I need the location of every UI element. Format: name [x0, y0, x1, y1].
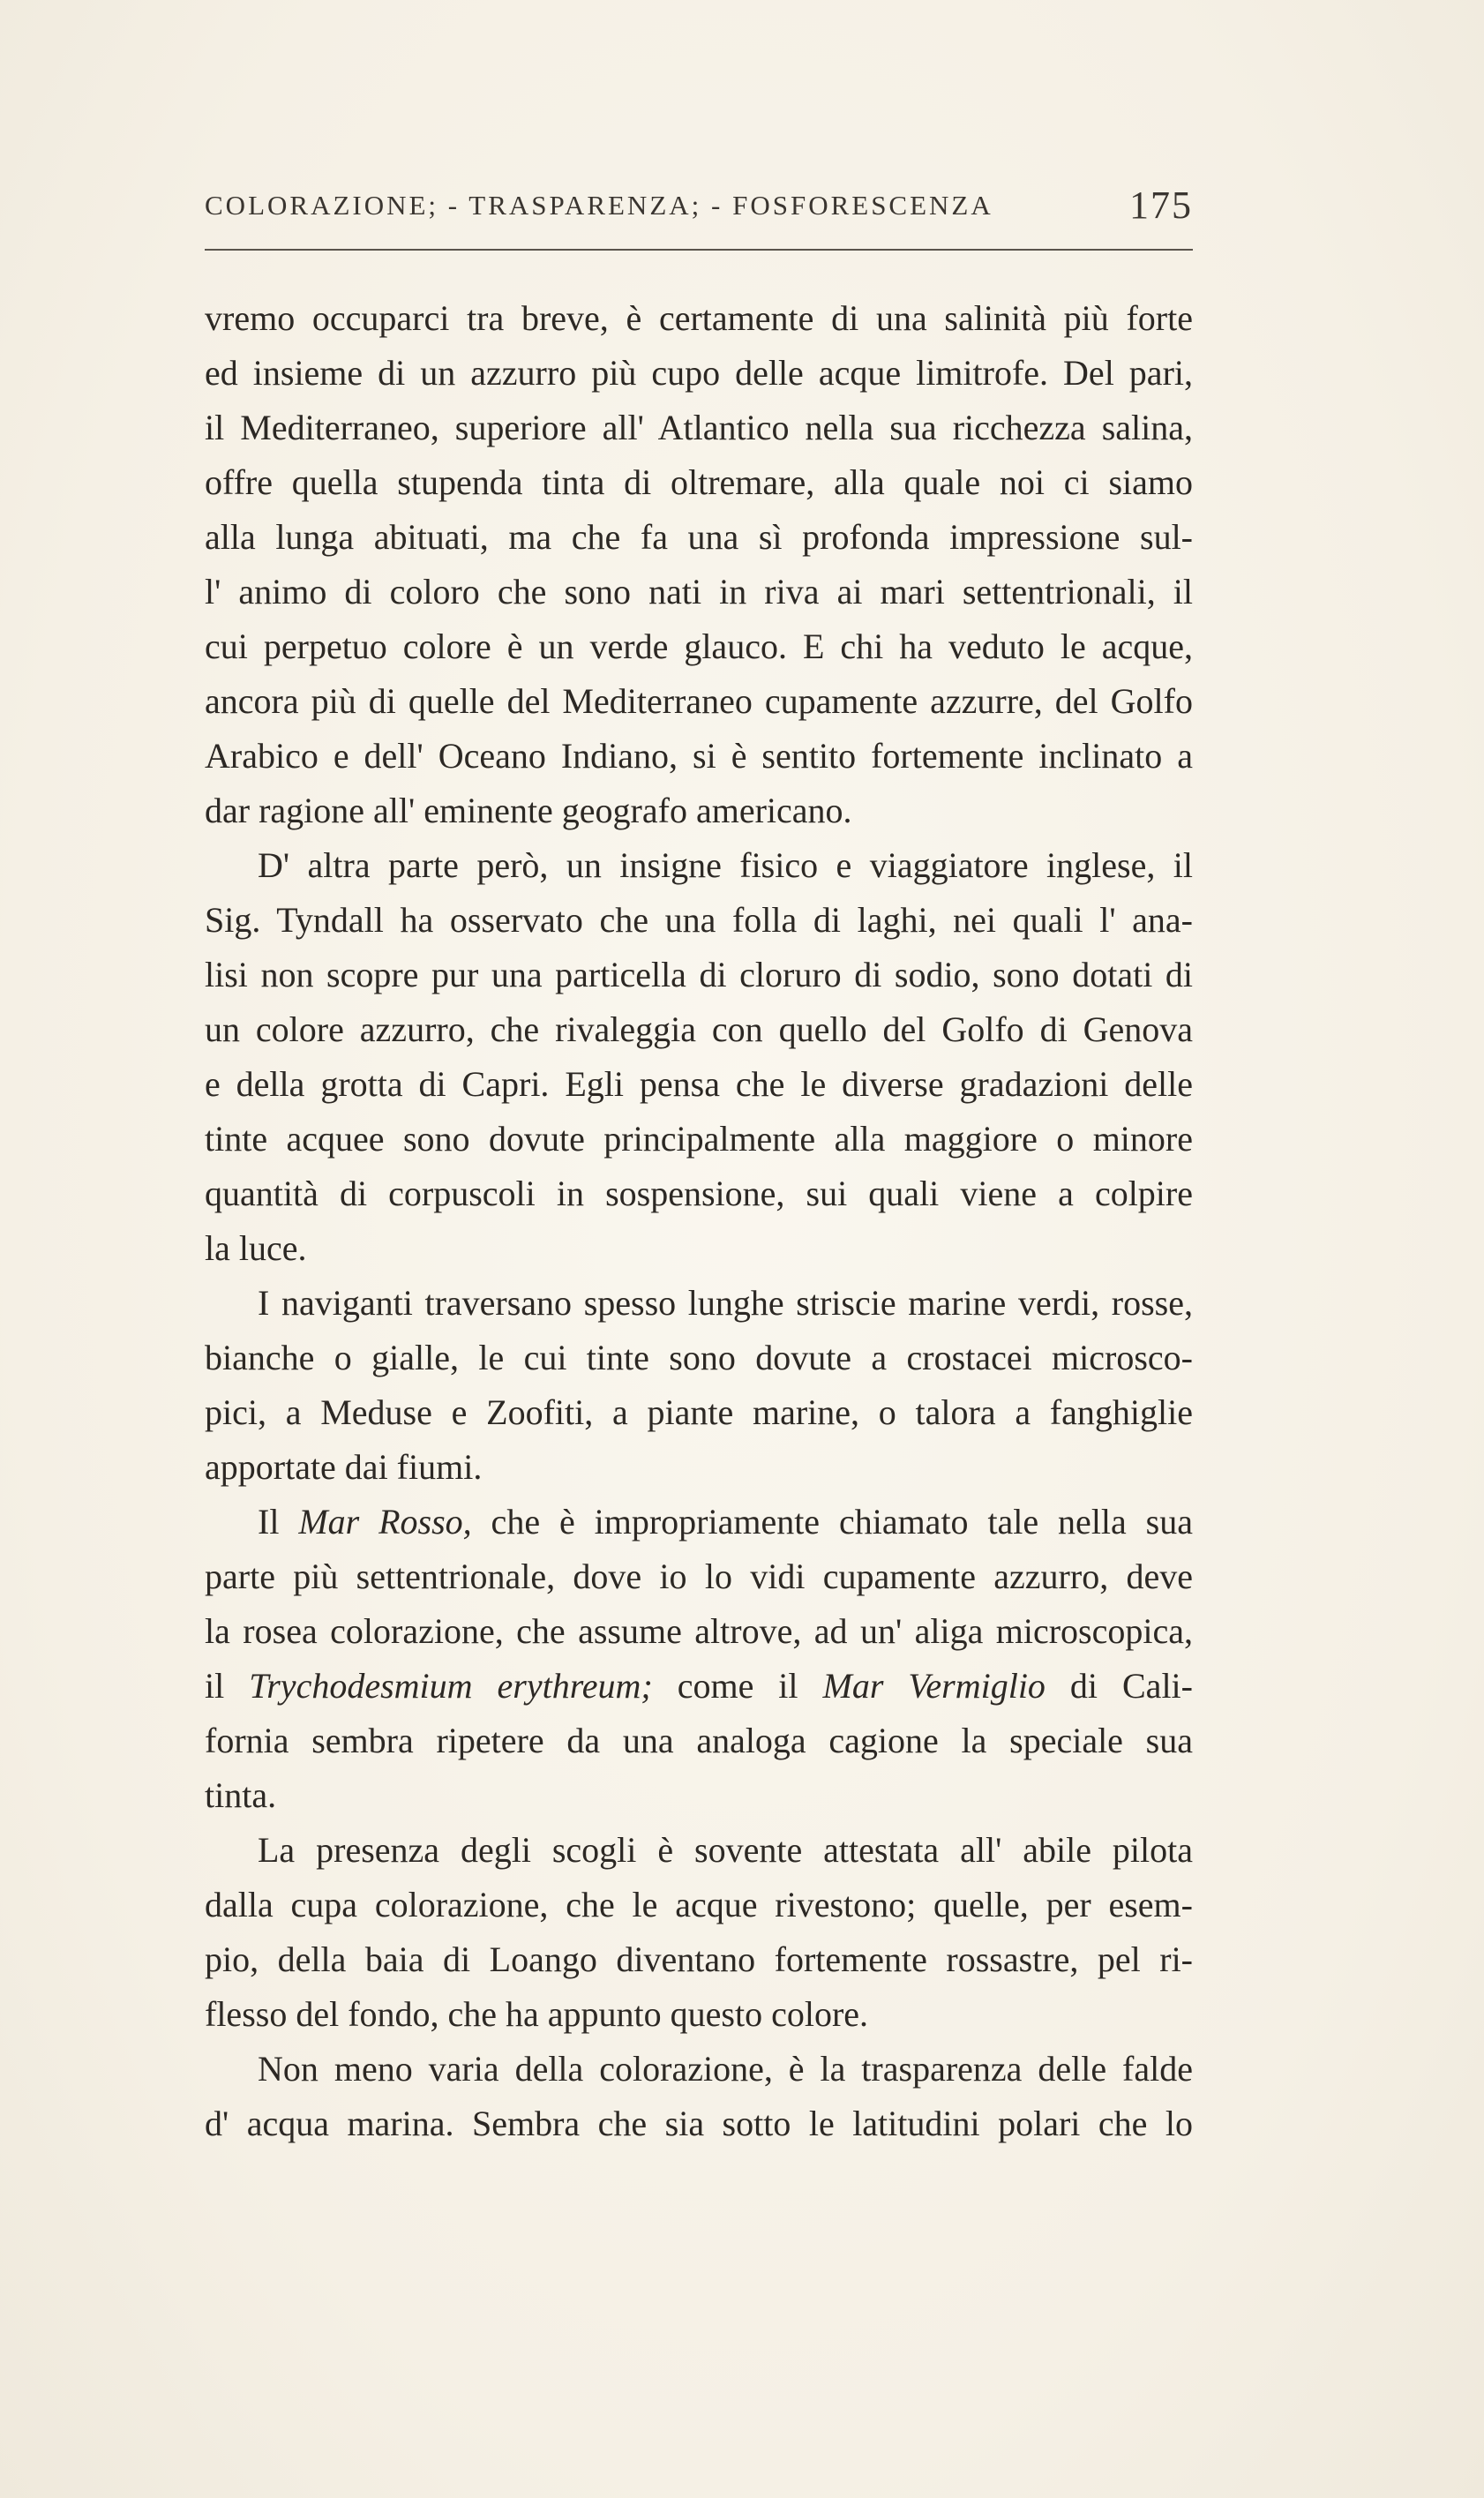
text-line: dar ragione all' eminente geografo americano.: [205, 791, 852, 830]
header-rule: [205, 249, 1193, 251]
text-line: tinta.: [205, 1775, 277, 1815]
text-line: un colore azzurro, che rivaleggia con quello del Golfo di Genova: [205, 1009, 1193, 1049]
italic-term: Mar Rosso,: [298, 1502, 472, 1542]
paragraph: [205, 1823, 1193, 2042]
text-segment: che è impropriamente chiamato tale nella sua: [471, 1502, 1194, 1542]
text-line: dalla cupa colorazione, che le acque rivestono; quelle, per esem-: [205, 1885, 1193, 1924]
text-line: tinte acquee sono dovute principalmente alla maggiore o minore: [205, 1119, 1193, 1159]
text-line: il Mediterraneo, superiore all' Atlantico nella sua ricchezza salina,: [205, 408, 1193, 447]
paragraph: [205, 2042, 1193, 2151]
text-line: offre quella stupenda tinta di oltremare, alla quale noi ci siamo: [205, 462, 1193, 502]
text-line: apportate dai fiumi.: [205, 1447, 483, 1487]
text-line: D' altra parte però, un insigne fisico e viaggiatore inglese, il: [258, 845, 1193, 885]
text-line: Non meno varia della colorazione, è la trasparenza delle falde: [258, 2049, 1193, 2089]
text-line: [205, 1659, 1193, 1714]
text-line: ancora più di quelle del Mediterraneo cupamente azzurre, del Golfo: [205, 681, 1193, 721]
text-line: [205, 1495, 1193, 1549]
text-line: vremo occuparci tra breve, è certamente di una salinità più forte: [205, 298, 1193, 338]
running-title: COLORAZIONE; - TRASPARENZA; - FOSFORESCENZA: [205, 190, 993, 221]
text-line: bianche o gialle, le cui tinte sono dovute a crostacei microsco-: [205, 1338, 1193, 1377]
text-line: alla lunga abituati, ma che fa una sì profonda impressione sul-: [205, 517, 1193, 557]
text-line: flesso del fondo, che ha appunto questo colore.: [205, 1994, 869, 2034]
text-line: la rosea colorazione, che assume altrove, ad un' aliga microscopica,: [205, 1611, 1193, 1651]
text-segment: di Cali-: [1045, 1666, 1193, 1706]
text-line: Arabico e dell' Oceano Indiano, si è sentito fortemente inclinato a: [205, 736, 1193, 776]
paragraph: [205, 838, 1193, 1276]
running-head: [205, 181, 1193, 234]
text-line: parte più settentrionale, dove io lo vidi cupamente azzurro, deve: [205, 1557, 1193, 1596]
paragraph: [205, 1276, 1193, 1495]
text-line: ed insieme di un azzurro più cupo delle acque limitrofe. Del pari,: [205, 353, 1193, 393]
text-line: la luce.: [205, 1228, 307, 1268]
italic-term: Mar Vermiglio: [822, 1666, 1046, 1706]
text-line: pici, a Meduse e Zoofiti, a piante marine, o talora a fanghiglie: [205, 1392, 1193, 1432]
text-segment: il: [205, 1666, 250, 1706]
text-line: I naviganti traversano spesso lunghe striscie marine verdi, rosse,: [258, 1283, 1193, 1323]
text-line: e della grotta di Capri. Egli pensa che le diverse gradazioni delle: [205, 1064, 1193, 1104]
page-number: 175: [1129, 184, 1193, 227]
text-line: d' acqua marina. Sembra che sia sotto le latitudini polari che lo: [205, 2104, 1193, 2143]
text-line: l' animo di coloro che sono nati in riva ai mari settentrionali, il: [205, 572, 1193, 611]
paragraph: [205, 1495, 1193, 1823]
text-segment: Il: [258, 1502, 299, 1542]
italic-term: Trychodesmium erythreum;: [249, 1666, 653, 1706]
text-line: lisi non scopre pur una particella di cloruro di sodio, sono dotati di: [205, 955, 1193, 994]
text-line: cui perpetuo colore è un verde glauco. E chi ha veduto le acque,: [205, 626, 1193, 666]
text-line: fornia sembra ripetere da una analoga cagione la speciale sua: [205, 1721, 1193, 1760]
paragraph: [205, 291, 1193, 838]
body-text: [205, 291, 1193, 2151]
text-line: Sig. Tyndall ha osservato che una folla di laghi, nei quali l' ana-: [205, 900, 1193, 940]
text-line: pio, della baia di Loango diventano fortemente rossastre, pel ri-: [205, 1939, 1193, 1979]
text-line: quantità di corpuscoli in sospensione, sui quali viene a colpire: [205, 1174, 1193, 1213]
text-segment: come il: [652, 1666, 823, 1706]
text-line: La presenza degli scogli è sovente attestata all' abile pilota: [258, 1830, 1193, 1870]
